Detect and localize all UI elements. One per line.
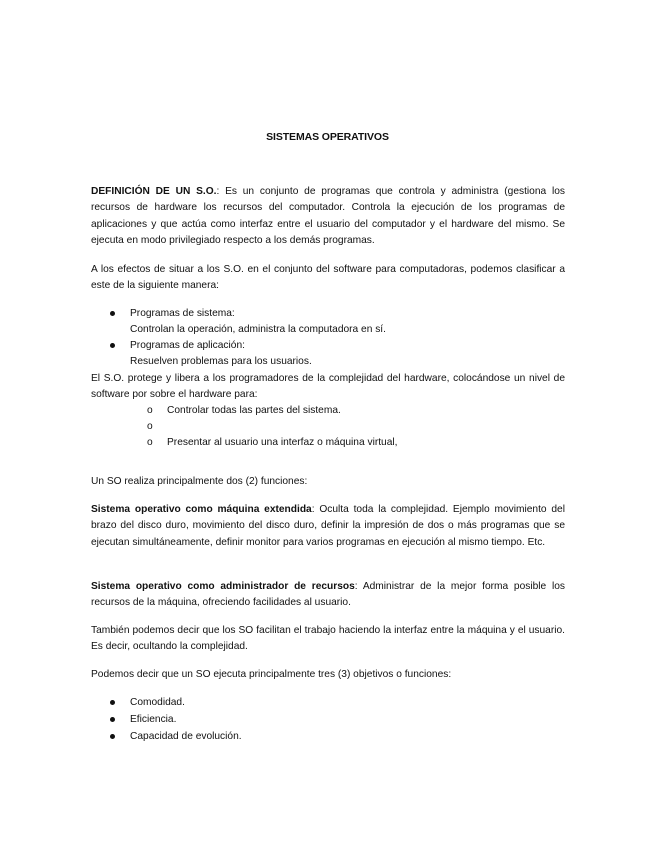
resource-manager-label: Sistema operativo como administrador de recursos <box>91 581 355 592</box>
resource-manager-paragraph <box>91 579 565 612</box>
extended-machine-label: Sistema operativo como máquina extendida <box>91 504 312 515</box>
definition-label: DEFINICIÓN DE UN S.O. <box>91 186 217 197</box>
objective-text: Capacidad de evolución. <box>130 731 242 742</box>
bullet-icon <box>110 343 115 348</box>
program-type-desc: Controlan la operación, administra la computadora en sí. <box>130 324 386 335</box>
extended-machine-paragraph <box>91 502 565 551</box>
extended-machine-text: : Oculta toda la complejidad. Ejemplo movimiento del brazo del disco duro, movimiento del disco duro, definir la impresión de dos o más programas que se ejecutan simultáneamente, definir monitor para varios programas en ejecución al mismo tiempo. Etc. <box>91 504 565 548</box>
bullet-icon <box>110 734 115 739</box>
program-type-label: Programas de sistema: <box>130 308 235 319</box>
page-title: SISTEMAS OPERATIVOS <box>266 131 389 143</box>
protects-paragraph: El S.O. protege y libera a los programadores de la complejidad del hardware, colocándose un nivel de software por sobre el hardware para: <box>91 373 565 401</box>
bullet-icon <box>110 311 115 316</box>
sub-item-text: Controlar todas las partes del sistema. <box>167 405 341 416</box>
objectives-intro: Podemos decir que un SO ejecuta principalmente tres (3) objetivos o funciones: <box>91 669 452 680</box>
circle-bullet-icon: o <box>147 421 153 432</box>
circle-bullet-icon: o <box>147 405 153 416</box>
definition-text: : Es un conjunto de programas que controla y administra (gestiona los recursos de hardware los recursos del computador. Controla la ejecución de los programas de aplicaciones y que actúa como interfaz entre el usuario del computador y el hardware del mismo. Se ejecuta en modo privilegiado respecto a los demás programas. <box>91 186 565 246</box>
sub-item-text: Presentar al usuario una interfaz o máquina virtual, <box>167 437 398 448</box>
program-type-desc: Resuelven problemas para los usuarios. <box>130 356 312 367</box>
circle-bullet-icon: o <box>147 437 153 448</box>
objective-text: Eficiencia. <box>130 714 177 725</box>
resource-manager-text: : Administrar de la mejor forma posible los recursos de la máquina, ofreciendo facilidades al usuario. <box>91 581 565 609</box>
program-type-label: Programas de aplicación: <box>130 340 245 351</box>
interface-paragraph: También podemos decir que los SO facilitan el trabajo haciendo la interfaz entre la máquina y el usuario. Es decir, ocultando la complejidad. <box>91 625 565 653</box>
bullet-icon <box>110 700 115 705</box>
functions-intro: Un SO realiza principalmente dos (2) funciones: <box>91 476 308 487</box>
bullet-icon <box>110 717 115 722</box>
definition-paragraph <box>91 184 565 249</box>
classification-paragraph: A los efectos de situar a los S.O. en el conjunto del software para computadoras, podemos clasificar a este de la siguiente manera: <box>91 264 565 292</box>
objective-text: Comodidad. <box>130 697 185 708</box>
